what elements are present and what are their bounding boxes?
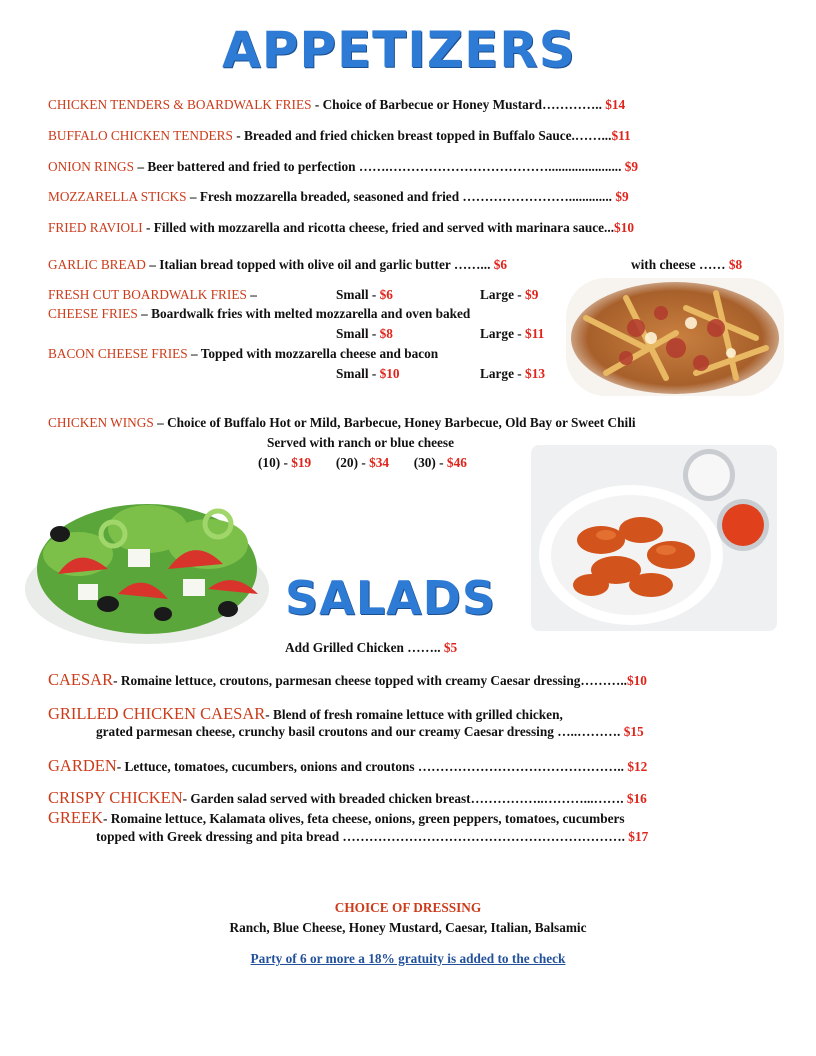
bacon-fries-large bbox=[480, 366, 545, 382]
add-grilled-chicken bbox=[285, 640, 457, 656]
item-desc: – Fresh mozzarella breaded, seasoned and fried ……………………............. bbox=[186, 189, 616, 204]
chicken-wings-photo bbox=[531, 445, 777, 631]
bacon-fries-small bbox=[336, 366, 400, 382]
item-price: $16 bbox=[626, 791, 647, 806]
item-desc: – Boardwalk fries with melted mozzarella and oven baked bbox=[137, 306, 471, 321]
item-price: $12 bbox=[627, 759, 648, 774]
menu-item-caesar bbox=[48, 670, 647, 690]
chicken-wings-image bbox=[531, 445, 777, 631]
item-desc: – Beer battered and fried to perfection …….………………………………...................... bbox=[134, 159, 625, 174]
menu-item-bacon-cheese-fries bbox=[48, 346, 438, 362]
menu-item-garden bbox=[48, 756, 647, 776]
option-price: $8 bbox=[728, 257, 743, 272]
item-name: GARLIC BREAD bbox=[48, 257, 146, 272]
size-price: $34 bbox=[369, 455, 390, 470]
item-price: $10 bbox=[614, 220, 634, 235]
item-desc: - Romaine lettuce, croutons, parmesan cheese topped with creamy Caesar dressing……….. bbox=[113, 673, 627, 688]
size-price: $46 bbox=[446, 455, 467, 470]
size-price: $9 bbox=[525, 287, 539, 302]
item-name: CHICKEN TENDERS & BOARDWALK FRIES bbox=[48, 97, 312, 112]
cheese-fries-large bbox=[480, 326, 544, 342]
dressing-list: Ranch, Blue Cheese, Honey Mustard, Caesar, Italian, Balsamic bbox=[229, 920, 587, 935]
size-price: $19 bbox=[291, 455, 312, 470]
wings-served-note: Served with ranch or blue cheese bbox=[267, 435, 455, 450]
size-price: $6 bbox=[379, 287, 393, 302]
size-price: $8 bbox=[379, 326, 393, 341]
wings-sizes bbox=[258, 455, 467, 471]
item-desc: - Choice of Barbecue or Honey Mustard………….. bbox=[311, 97, 606, 112]
menu-item-mozzarella-sticks bbox=[48, 189, 629, 205]
item-desc: – bbox=[246, 287, 257, 302]
cheese-fries-small bbox=[336, 326, 393, 342]
size-label: Large - bbox=[480, 366, 526, 381]
menu-item-greek bbox=[48, 808, 625, 828]
item-desc: - Lettuce, tomatoes, cucumbers, onions and croutons ……………………………………….. bbox=[116, 759, 628, 774]
item-name: MOZZARELLA STICKS bbox=[48, 189, 187, 204]
item-price: $17 bbox=[628, 829, 649, 844]
size-price: $11 bbox=[525, 326, 545, 341]
item-desc: grated parmesan cheese, crunchy basil croutons and our creamy Caesar dressing …..………. bbox=[96, 724, 624, 739]
item-name: BACON CHEESE FRIES bbox=[48, 346, 188, 361]
size-label: Large - bbox=[480, 287, 526, 302]
item-desc: – Italian bread topped with olive oil and garlic butter ……... bbox=[145, 257, 494, 272]
size-label: (10) - bbox=[258, 455, 292, 470]
item-desc: - Romaine lettuce, Kalamata olives, feta cheese, onions, green peppers, tomatoes, cucumbers bbox=[103, 811, 625, 826]
item-price: $10 bbox=[626, 673, 647, 688]
item-desc: – Topped with mozzarella cheese and bacon bbox=[187, 346, 439, 361]
item-name: GREEK bbox=[48, 808, 103, 827]
cheese-fries-image bbox=[566, 278, 784, 396]
item-name: BUFFALO CHICKEN TENDERS bbox=[48, 128, 233, 143]
item-price: $9 bbox=[624, 159, 639, 174]
size-label: Small - bbox=[336, 326, 380, 341]
item-name: FRIED RAVIOLI bbox=[48, 220, 143, 235]
item-desc: - Blend of fresh romaine lettuce with grilled chicken, bbox=[265, 707, 563, 722]
fries-small bbox=[336, 287, 393, 303]
item-name: CHEESE FRIES bbox=[48, 306, 138, 321]
menu-item-buffalo-tenders bbox=[48, 128, 631, 144]
item-desc: topped with Greek dressing and pita bread ………………………………………………………. bbox=[96, 829, 629, 844]
cheese-fries-photo bbox=[566, 278, 784, 396]
menu-item-boardwalk-fries bbox=[48, 287, 257, 303]
salads-title: SALADS bbox=[285, 571, 496, 625]
garlic-bread-cheese-option bbox=[631, 257, 742, 273]
menu-item-chicken-tenders bbox=[48, 97, 625, 113]
item-name: CRISPY CHICKEN bbox=[48, 788, 183, 807]
item-desc: - Breaded and fried chicken breast topped in Buffalo Sauce.……... bbox=[232, 128, 612, 143]
size-label: Large - bbox=[480, 326, 526, 341]
addon-price: $5 bbox=[443, 640, 458, 655]
item-name: ONION RINGS bbox=[48, 159, 135, 174]
item-price: $6 bbox=[493, 257, 508, 272]
grilled-chicken-caesar-cont bbox=[96, 724, 644, 740]
greek-salad-photo bbox=[18, 474, 276, 650]
menu-item-onion-rings bbox=[48, 159, 638, 175]
menu-item-grilled-chicken-caesar bbox=[48, 704, 563, 724]
item-name: CAESAR bbox=[48, 670, 114, 689]
addon-label: Add Grilled Chicken …….. bbox=[285, 640, 444, 655]
fries-large bbox=[480, 287, 538, 303]
menu-item-chicken-wings bbox=[48, 415, 636, 431]
item-price: $11 bbox=[611, 128, 631, 143]
item-desc: – Choice of Buffalo Hot or Mild, Barbecue, Honey Barbecue, Old Bay or Sweet Chili bbox=[153, 415, 636, 430]
item-name: FRESH CUT BOARDWALK FRIES bbox=[48, 287, 247, 302]
size-price: $10 bbox=[379, 366, 400, 381]
menu-item-garlic-bread bbox=[48, 257, 507, 273]
item-name: GRILLED CHICKEN CAESAR bbox=[48, 704, 266, 723]
item-desc: - Garden salad served with breaded chicken breast……………..………...……. bbox=[182, 791, 627, 806]
item-name: GARDEN bbox=[48, 756, 117, 775]
size-price: $13 bbox=[525, 366, 545, 381]
size-label: (20) - bbox=[335, 455, 370, 470]
option-label: with cheese …… bbox=[631, 257, 729, 272]
size-label: Small - bbox=[336, 287, 380, 302]
size-label: Small - bbox=[336, 366, 380, 381]
item-price: $15 bbox=[623, 724, 644, 739]
greek-cont bbox=[96, 829, 648, 845]
menu-item-crispy-chicken bbox=[48, 788, 647, 808]
item-price: $9 bbox=[615, 189, 629, 204]
item-name: CHICKEN WINGS bbox=[48, 415, 154, 430]
appetizers-title: APPETIZERS bbox=[222, 21, 576, 79]
dressing-title: CHOICE OF DRESSING bbox=[334, 900, 482, 915]
menu-item-cheese-fries bbox=[48, 306, 470, 322]
gratuity-note: Party of 6 or more a 18% gratuity is added to the check bbox=[250, 951, 566, 966]
menu-item-fried-ravioli bbox=[48, 220, 634, 236]
item-desc: - Filled with mozzarella and ricotta cheese, fried and served with marinara sauce... bbox=[142, 220, 615, 235]
item-price: $14 bbox=[605, 97, 626, 112]
greek-salad-image bbox=[18, 474, 276, 650]
size-label: (30) - bbox=[413, 455, 447, 470]
